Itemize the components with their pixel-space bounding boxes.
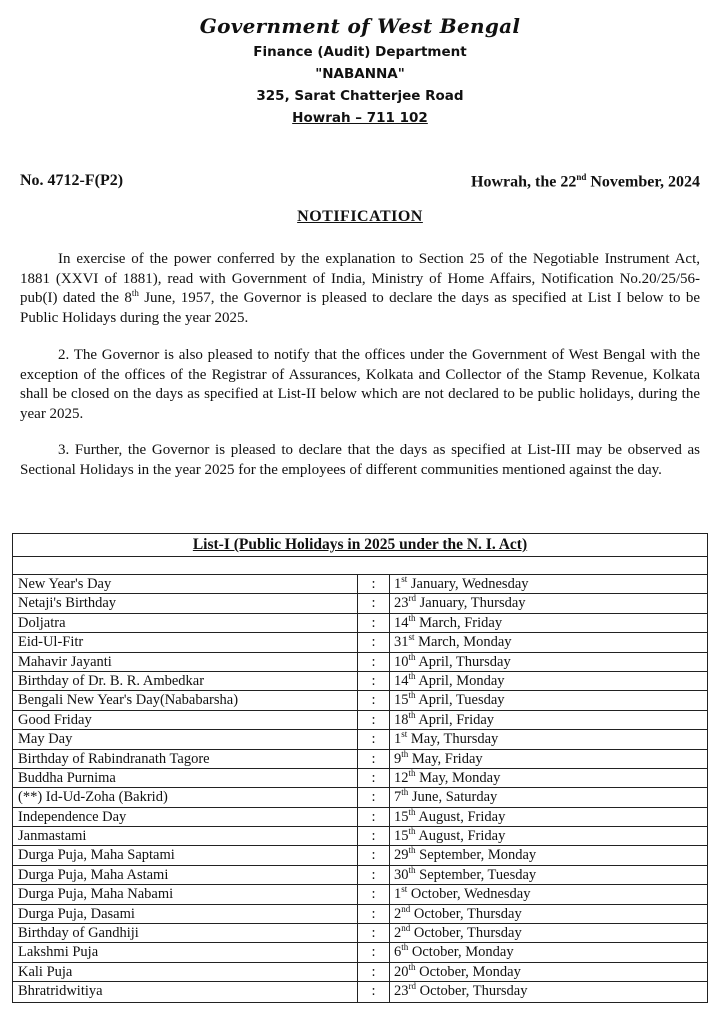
holiday-month-weekday: August, Friday — [415, 828, 506, 845]
holiday-day-suffix: th — [408, 612, 416, 623]
holiday-day: 14 — [394, 672, 409, 689]
holiday-day-suffix: th — [401, 942, 409, 953]
holiday-month-weekday: April, Monday — [415, 672, 505, 689]
city-line — [0, 107, 720, 129]
holiday-name: Durga Puja, Maha Astami — [13, 866, 358, 884]
table-row — [13, 691, 707, 710]
table-row — [13, 846, 707, 865]
separator-colon: : — [358, 594, 390, 612]
table-row — [13, 594, 707, 613]
city-text: Howrah – 711 102 — [292, 110, 428, 126]
holiday-day: 15 — [394, 808, 409, 825]
holiday-day-suffix: th — [401, 787, 409, 798]
holiday-day-suffix: rd — [408, 981, 416, 992]
holiday-day-suffix: th — [408, 961, 416, 972]
paragraph-2: 2. The Governor is also pleased to notify that the offices under the Government of West Bengal with the exception of the offices of the Registrar of Assurances, Kolkata and Collector of the Stamp Revenue, Kolkata shall be closed on the days as specified at List-II below which are not declared to be public holidays, during the year 2025. — [20, 347, 700, 422]
reference-number: No. 4712-F(P2) — [20, 172, 124, 189]
holiday-day: 18 — [394, 711, 409, 728]
table-row — [13, 982, 707, 1001]
holiday-day: 6 — [394, 944, 402, 961]
holiday-day: 10 — [394, 653, 409, 670]
holiday-day: 2 — [394, 905, 402, 922]
holiday-name: Durga Puja, Maha Saptami — [13, 846, 358, 864]
table-row — [13, 866, 707, 885]
holiday-date — [390, 866, 707, 884]
table-row — [13, 575, 707, 594]
holiday-month-weekday: October, Thursday — [410, 905, 522, 922]
holiday-month-weekday: September, Tuesday — [415, 866, 537, 883]
holiday-name: Netaji's Birthday — [13, 594, 358, 612]
holiday-name: Buddha Purnima — [13, 769, 358, 787]
holiday-month-weekday: March, Monday — [414, 634, 512, 651]
separator-colon: : — [358, 575, 390, 593]
separator-colon: : — [358, 963, 390, 981]
holiday-date — [390, 963, 707, 981]
holiday-date — [390, 614, 707, 632]
holiday-date — [390, 750, 707, 768]
table-row — [13, 905, 707, 924]
holiday-name: Mahavir Jayanti — [13, 653, 358, 671]
holiday-day: 30 — [394, 866, 409, 883]
holiday-day: 1 — [394, 576, 402, 592]
holiday-month-weekday: June, Saturday — [408, 789, 498, 806]
holiday-day-suffix: st — [401, 884, 408, 895]
list-1-title — [13, 534, 707, 557]
table-spacer-row — [13, 557, 707, 575]
separator-colon: : — [358, 982, 390, 1001]
holiday-date — [390, 846, 707, 864]
table-row — [13, 943, 707, 962]
holiday-month-weekday: October, Monday — [415, 963, 521, 980]
government-title: Government of West Bengal — [199, 14, 521, 38]
holiday-day-suffix: th — [408, 651, 416, 662]
table-row — [13, 769, 707, 788]
holiday-month-weekday: October, Thursday — [410, 925, 522, 942]
separator-colon: : — [358, 885, 390, 903]
paragraph-1-before: In exercise of the power conferred by the explanation to Section 25 of the Negotiable Instrument Act, 1881 (XXVI of 1881), read with Government of India, Ministry of Home Affairs, Notification No.20/25/56-pub(I) dated the 8 — [20, 251, 700, 306]
issue-date — [471, 172, 700, 191]
separator-colon: : — [358, 905, 390, 923]
holiday-month-weekday: April, Thursday — [415, 653, 511, 670]
holiday-date — [390, 711, 707, 729]
holiday-day-suffix: nd — [401, 923, 411, 934]
holiday-name: Durga Puja, Dasami — [13, 905, 358, 923]
holiday-name: Birthday of Gandhiji — [13, 924, 358, 942]
separator-colon: : — [358, 846, 390, 864]
issue-date-sup: nd — [576, 172, 587, 182]
holiday-name: Birthday of Rabindranath Tagore — [13, 750, 358, 768]
table-row — [13, 730, 707, 749]
holiday-day-suffix: th — [408, 845, 416, 856]
holiday-day: 1 — [394, 731, 402, 748]
holiday-day-suffix: rd — [408, 593, 416, 604]
holiday-name: Durga Puja, Maha Nabami — [13, 885, 358, 903]
holiday-name: Bhratridwitiya — [13, 982, 358, 1001]
holiday-date — [390, 633, 707, 651]
holiday-month-weekday: May, Monday — [415, 769, 501, 786]
holiday-day-suffix: th — [408, 806, 416, 817]
holiday-month-weekday: January, Wednesday — [407, 576, 529, 592]
notification-title: NOTIFICATION — [297, 208, 423, 225]
holiday-date — [390, 769, 707, 787]
holiday-name: Bengali New Year's Day(Nababarsha) — [13, 691, 358, 709]
separator-colon: : — [358, 943, 390, 961]
table-row — [13, 711, 707, 730]
holiday-day: 9 — [394, 750, 402, 767]
holiday-month-weekday: March, Friday — [415, 614, 503, 631]
table-row — [13, 672, 707, 691]
separator-colon: : — [358, 808, 390, 826]
street-address: 325, Sarat Chatterjee Road — [256, 88, 464, 104]
holiday-name: Janmastami — [13, 827, 358, 845]
separator-colon: : — [358, 691, 390, 709]
paragraph-1-sup: th — [131, 288, 139, 298]
table-row — [13, 827, 707, 846]
reference-row — [20, 172, 700, 191]
separator-colon: : — [358, 653, 390, 671]
holiday-date — [390, 924, 707, 942]
department-name: Finance (Audit) Department — [253, 44, 467, 60]
holiday-date — [390, 653, 707, 671]
holiday-day: 15 — [394, 692, 409, 709]
holiday-date — [390, 943, 707, 961]
table-row — [13, 653, 707, 672]
holiday-day: 20 — [394, 963, 409, 980]
list-1-title-text: List-I (Public Holidays in 2025 under the N. I. Act) — [192, 536, 528, 553]
table-row — [13, 885, 707, 904]
public-holidays-table — [12, 533, 708, 1003]
table-row — [13, 750, 707, 769]
holiday-date — [390, 672, 707, 690]
holiday-date — [390, 905, 707, 923]
holiday-name: May Day — [13, 730, 358, 748]
separator-colon: : — [358, 924, 390, 942]
holiday-name: Independence Day — [13, 808, 358, 826]
holiday-name: Eid-Ul-Fitr — [13, 633, 358, 651]
issue-date-prefix: Howrah, the 22 — [471, 173, 577, 191]
holiday-month-weekday: April, Friday — [415, 711, 495, 728]
holiday-day-suffix: st — [401, 729, 408, 740]
holiday-day: 29 — [394, 847, 409, 864]
separator-colon: : — [358, 672, 390, 690]
letterhead — [0, 14, 720, 129]
holiday-name: (**) Id-Ud-Zoha (Bakrid) — [13, 788, 358, 806]
holiday-day-suffix: st — [408, 632, 415, 643]
holiday-day: 31 — [394, 634, 409, 651]
holiday-month-weekday: May, Friday — [408, 750, 483, 767]
holiday-name: Lakshmi Puja — [13, 943, 358, 961]
separator-colon: : — [358, 730, 390, 748]
paragraph-3: 3. Further, the Governor is pleased to declare that the days as specified at List-III may be observed as Sectional Holidays in the year 2025 for the employees of different communities mentioned against the day. — [20, 442, 700, 478]
holiday-date — [390, 982, 707, 1001]
holiday-day-suffix: th — [408, 690, 416, 701]
separator-colon: : — [358, 788, 390, 806]
holiday-day: 7 — [394, 789, 402, 806]
separator-colon: : — [358, 769, 390, 787]
holiday-name: Doljatra — [13, 614, 358, 632]
holiday-day: 23 — [394, 983, 409, 1000]
separator-colon: : — [358, 633, 390, 651]
issue-date-suffix: November, 2024 — [586, 173, 700, 191]
holiday-month-weekday: October, Wednesday — [407, 886, 531, 903]
holiday-month-weekday: May, Thursday — [407, 731, 499, 748]
holiday-day-suffix: nd — [401, 903, 411, 914]
separator-colon: : — [358, 827, 390, 845]
holiday-month-weekday: October, Monday — [408, 944, 514, 961]
holiday-day-suffix: th — [408, 671, 416, 682]
table-row — [13, 633, 707, 652]
holiday-day-suffix: th — [408, 709, 416, 720]
holiday-name: New Year's Day — [13, 575, 358, 593]
holiday-month-weekday: January, Thursday — [416, 595, 526, 612]
separator-colon: : — [358, 711, 390, 729]
holiday-date — [390, 885, 707, 903]
paragraph-1-after: June, 1957, the Governor is pleased to declare the days as specified at List I below to be Public Holidays during the year 2025. — [20, 290, 700, 326]
table-row — [13, 963, 707, 982]
separator-colon: : — [358, 866, 390, 884]
separator-colon: : — [358, 750, 390, 768]
holiday-day: 2 — [394, 925, 402, 942]
holiday-date — [390, 808, 707, 826]
holiday-day: 15 — [394, 828, 409, 845]
table-row — [13, 788, 707, 807]
holiday-day-suffix: th — [401, 748, 409, 759]
holiday-date — [390, 691, 707, 709]
holiday-date — [390, 594, 707, 612]
holiday-month-weekday: October, Thursday — [416, 983, 528, 1000]
separator-colon: : — [358, 614, 390, 632]
holiday-date — [390, 788, 707, 806]
holiday-day: 14 — [394, 614, 409, 631]
holiday-day-suffix: st — [401, 574, 408, 585]
holiday-name: Birthday of Dr. B. R. Ambedkar — [13, 672, 358, 690]
holiday-name: Kali Puja — [13, 963, 358, 981]
holiday-day: 23 — [394, 595, 409, 612]
holiday-day-suffix: th — [408, 826, 416, 837]
holiday-date — [390, 575, 707, 593]
holiday-day: 1 — [394, 886, 402, 903]
table-row — [13, 924, 707, 943]
holiday-day: 12 — [394, 769, 409, 786]
table-row — [13, 808, 707, 827]
holiday-date — [390, 730, 707, 748]
holiday-name: Good Friday — [13, 711, 358, 729]
table-row — [13, 614, 707, 633]
holiday-day-suffix: th — [408, 865, 416, 876]
holiday-day-suffix: th — [408, 768, 416, 779]
holiday-month-weekday: April, Tuesday — [415, 692, 505, 709]
holiday-month-weekday: September, Monday — [415, 847, 537, 864]
holiday-month-weekday: August, Friday — [415, 808, 506, 825]
paragraph-1 — [20, 250, 700, 328]
building-name: "NABANNA" — [315, 66, 405, 82]
holiday-date — [390, 827, 707, 845]
holiday-rows — [13, 575, 707, 1002]
